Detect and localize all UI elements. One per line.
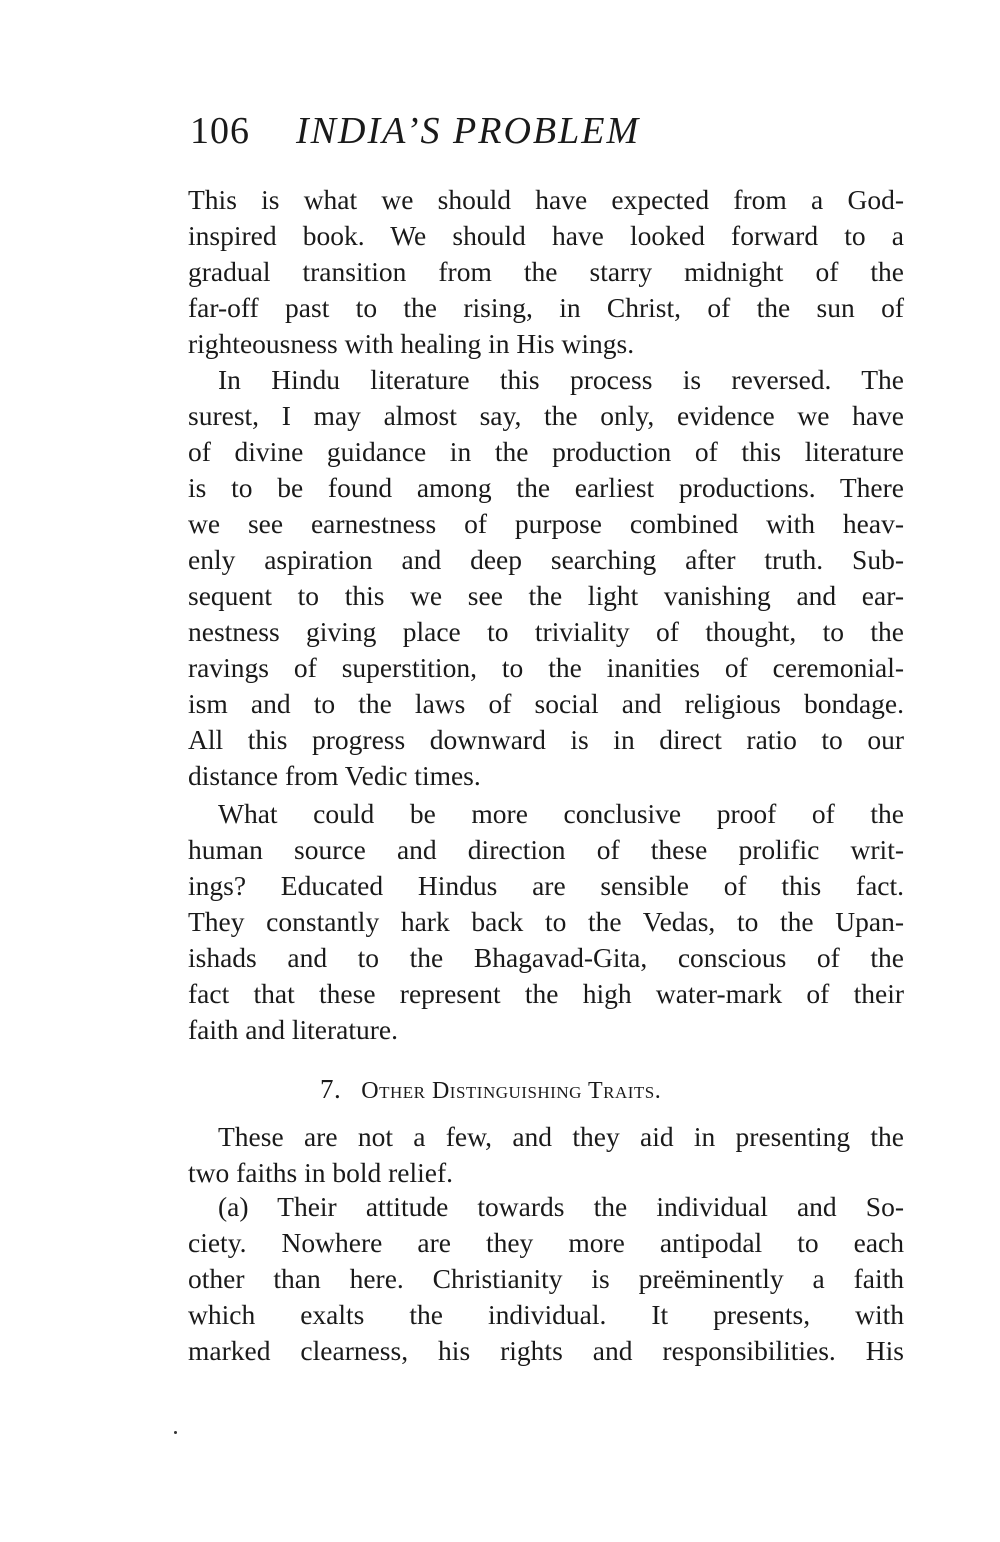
text-line: human source and direction of these prolific writ- [188,834,904,865]
text-line: ism and to the laws of social and religious bondage. [188,688,904,719]
text-line: gradual transition from the starry midnight of the [188,256,904,287]
text-line: They constantly hark back to the Vedas, to the Upan- [188,906,904,937]
text-line: distance from Vedic times. [188,760,481,791]
text-line: faith and literature. [188,1014,398,1045]
text-line: These are not a few, and they aid in presenting the [218,1121,904,1152]
text-line: sequent to this we see the light vanishing and ear- [188,580,904,611]
text-line: far-off past to the rising, in Christ, of the sun of [188,292,904,323]
text-line: marked clearness, his rights and responsibilities. His [188,1335,904,1366]
text-line: surest, I may almost say, the only, evidence we have [188,400,904,431]
section-title: Other Distinguishing Traits. [361,1078,662,1104]
text-line: is to be found among the earliest productions. There [188,472,904,503]
text-line: other than here. Christianity is preëminently a faith [188,1263,904,1294]
text-line: inspired book. We should have looked forward to a [188,220,904,251]
text-line: enly aspiration and deep searching after truth. Sub- [188,544,904,575]
text-line: of divine guidance in the production of this literature [188,436,904,467]
text-line: All this progress downward is in direct ratio to our [188,724,904,755]
running-title: INDIA’S PROBLEM [296,110,641,152]
text-line: ravings of superstition, to the inanities of ceremonial- [188,652,904,683]
text-line: (a) Their attitude towards the individual and So- [218,1191,904,1222]
text-line: nestness giving place to triviality of thought, to the [188,616,904,647]
scan-speck [174,1431,177,1434]
text-line: we see earnestness of purpose combined with heav- [188,508,904,539]
text-line: ings? Educated Hindus are sensible of this fact. [188,870,904,901]
text-line: In Hindu literature this process is reversed. The [218,364,904,395]
section-heading [320,1069,661,1109]
running-head [190,103,910,159]
section-number: 7. [320,1074,342,1104]
text-line: which exalts the individual. It presents, with [188,1299,904,1330]
page-number: 106 [190,110,250,152]
text-line: two faiths in bold relief. [188,1157,454,1188]
text-line: ciety. Nowhere are they more antipodal to each [188,1227,904,1258]
text-line: ishads and to the Bhagavad-Gita, conscious of the [188,942,904,973]
text-line: This is what we should have expected from a God- [188,184,904,215]
text-line: What could be more conclusive proof of the [218,798,904,829]
text-line: fact that these represent the high water-mark of their [188,978,904,1009]
text-line: righteousness with healing in His wings. [188,328,635,359]
